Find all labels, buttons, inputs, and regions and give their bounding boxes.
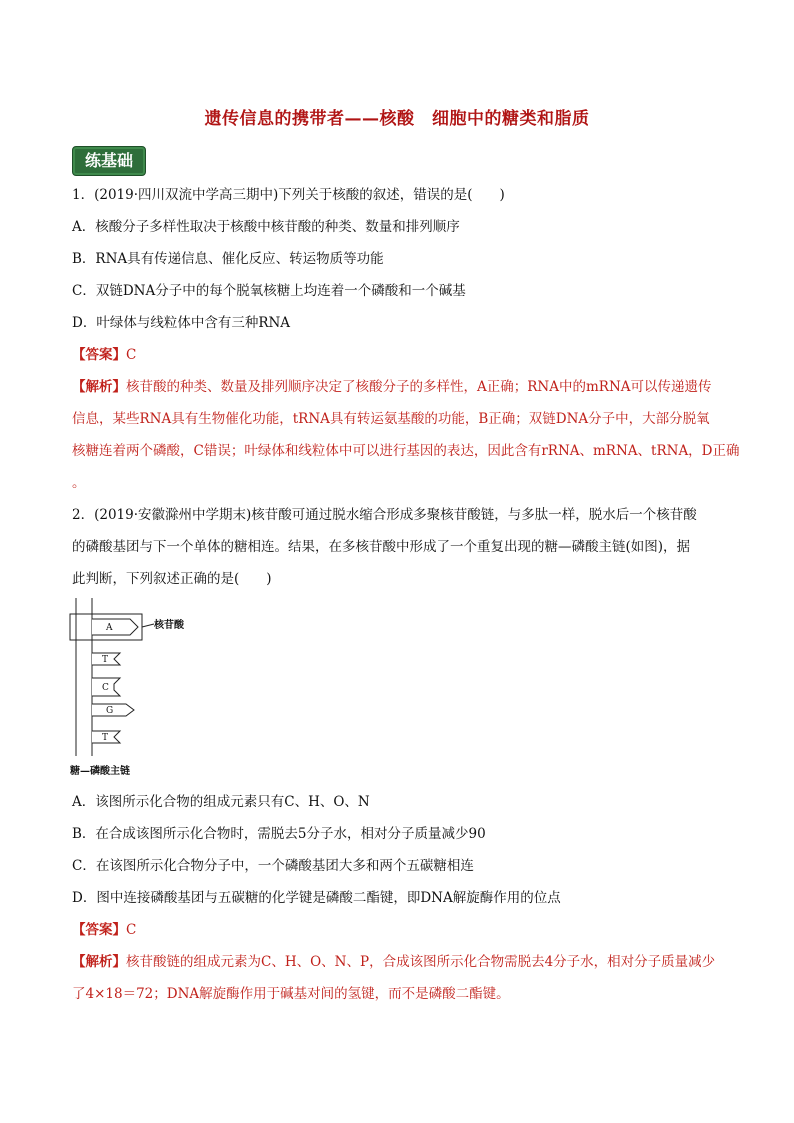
q2-option-a: A．该图所示化合物的组成元素只有C、H、O、N	[72, 794, 370, 810]
analysis-tag: 【解析】	[72, 379, 126, 395]
answer-tag: 【答案】	[72, 922, 126, 938]
q2-stem-line-3: 此判断，下列叙述正确的是( )	[72, 571, 272, 587]
analysis-text: 核苷酸链的组成元素为C、H、O、N、P，合成该图所示化合物需脱去4分子水，相对分子质量减少	[126, 954, 716, 970]
q1-analysis-line-3: 核糖连着两个磷酸，C错误；叶绿体和线粒体中可以进行基因的表达，因此含有rRNA、mRNA、tRNA，D正确	[72, 443, 740, 459]
q1-option-b: B．RNA具有传递信息、催化反应、转运物质等功能	[72, 251, 384, 267]
answer-tag: 【答案】	[72, 347, 126, 363]
q2-answer	[72, 920, 724, 940]
q2-stem-line-1: 2．(2019·安徽滁州中学期末)核苷酸可通过脱水缩合形成多聚核苷酸链，与多肽一样，脱水后一个核苷酸	[72, 507, 697, 523]
base-label-t: T	[102, 655, 109, 665]
q2-option-d: D．图中连接磷酸基团与五碳糖的化学键是磷酸二酯键，即DNA解旋酶作用的位点	[72, 890, 561, 906]
q2-analysis-line-1	[72, 952, 724, 972]
page-title: 遗传信息的携带者——核酸 细胞中的糖类和脂质	[204, 109, 590, 129]
nucleotide-label: 核苷酸	[154, 620, 184, 631]
q1-stem: 1．(2019·四川双流中学高三期中)下列关于核酸的叙述，错误的是( )	[72, 187, 505, 203]
q1-answer	[72, 345, 724, 365]
base-label-t2: T	[102, 733, 109, 743]
nucleotide-chain-figure	[68, 598, 208, 784]
base-label-a: A	[106, 623, 113, 633]
section-badge: 练基础	[72, 146, 146, 176]
chain-diagram	[68, 598, 208, 784]
base-a-shape	[92, 619, 138, 635]
q2-option-b: B．在合成该图所示化合物时，需脱去5分子水，相对分子质量减少90	[72, 826, 486, 842]
base-label-g: G	[106, 706, 114, 716]
base-label-c: C	[102, 683, 109, 693]
q2-option-c: C．在该图所示化合物分子中，一个磷酸基团大多和两个五碳糖相连	[72, 858, 474, 874]
backbone-label: 糖—磷酸主链	[70, 766, 130, 777]
q1-option-d: D．叶绿体与线粒体中含有三种RNA	[72, 315, 291, 331]
answer-value: C	[126, 347, 137, 363]
q1-analysis-line-4: 。	[72, 475, 86, 491]
analysis-text: 核苷酸的种类、数量及排列顺序决定了核酸分子的多样性，A正确；RNA中的mRNA可以传递遗传	[126, 379, 712, 395]
q1-analysis-line-1	[72, 377, 724, 397]
analysis-tag: 【解析】	[72, 954, 126, 970]
q1-analysis-line-2: 信息，某些RNA具有生物催化功能，tRNA具有转运氨基酸的功能，B正确；双链DNA分子中，大部分脱氧	[72, 411, 710, 427]
q1-option-a: A．核酸分子多样性取决于核酸中核苷酸的种类、数量和排列顺序	[72, 219, 460, 235]
nucleotide-label-leader	[142, 624, 154, 627]
q2-analysis-line-2: 了4×18＝72；DNA解旋酶作用于碱基对间的氢键，而不是磷酸二酯键。	[72, 986, 510, 1002]
answer-value: C	[126, 922, 137, 938]
q1-option-c: C．双链DNA分子中的每个脱氧核糖上均连着一个磷酸和一个碱基	[72, 283, 466, 299]
q2-stem-line-2: 的磷酸基团与下一个单体的糖相连。结果，在多核苷酸中形成了一个重复出现的糖—磷酸主链(如图)，据	[72, 539, 691, 555]
